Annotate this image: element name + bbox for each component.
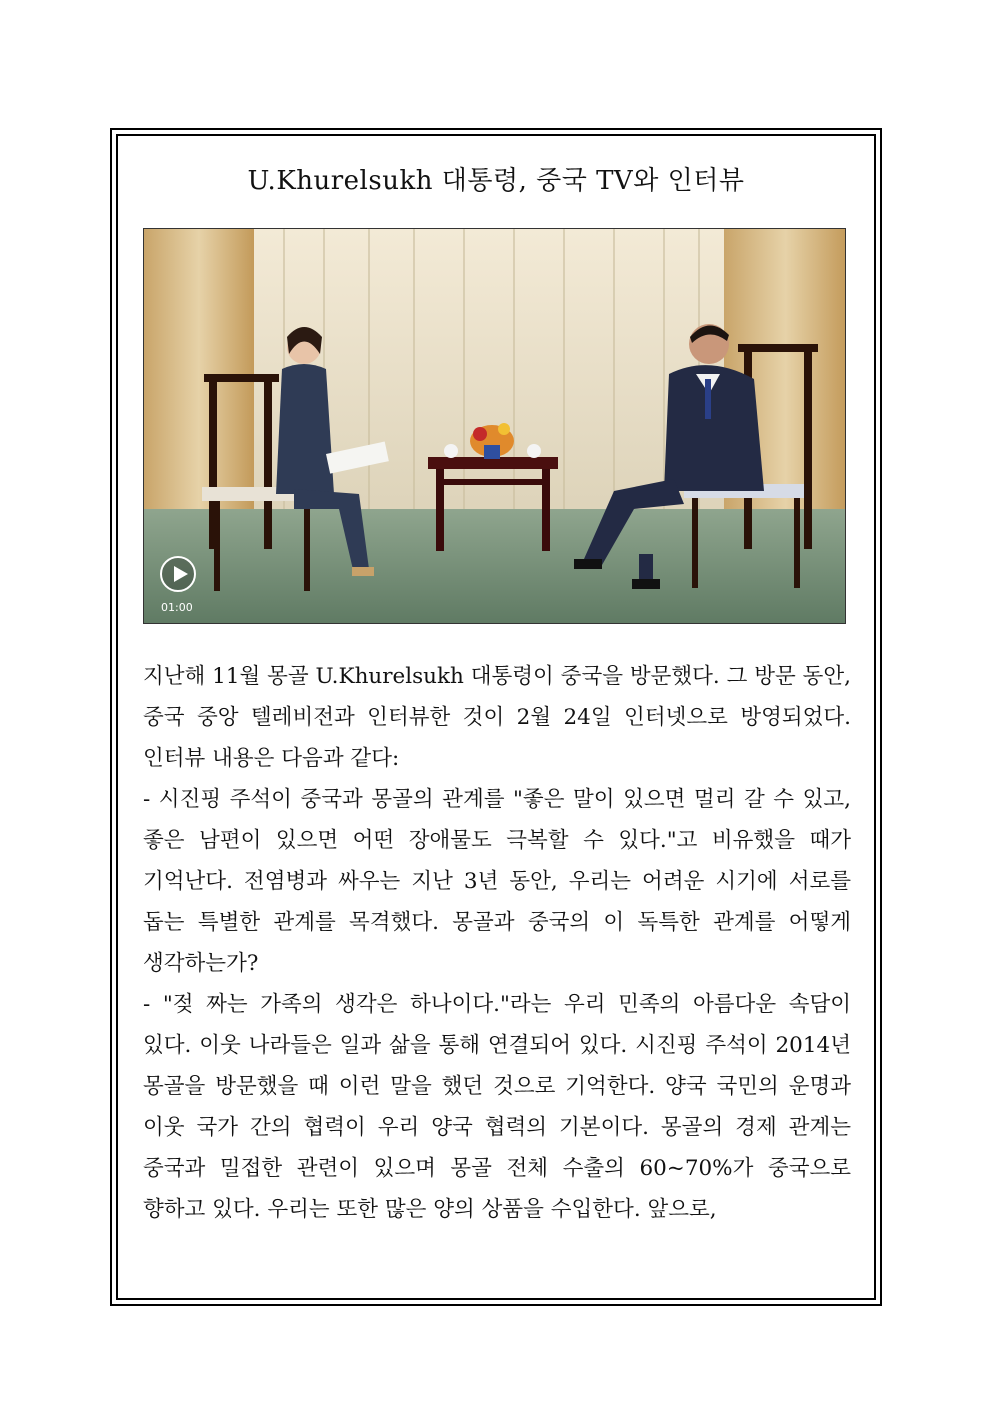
article-body [143, 656, 851, 1230]
interview-photo[interactable] [143, 228, 846, 624]
paragraph-intro: 지난해 11월 몽골 U.Khurelsukh 대통령이 중국을 방문했다. 그 방문 동안, 중국 중앙 텔레비전과 인터뷰한 것이 2월 24일 인터넷으로 방영되었다. 인터뷰 내용은 다음과 같다: [143, 664, 851, 771]
interview-scene [144, 229, 846, 624]
page-title: U.Khurelsukh 대통령, 중국 TV와 인터뷰 [247, 166, 745, 196]
play-button[interactable] [160, 556, 196, 592]
paragraph-question: - 시진핑 주석이 중국과 몽골의 관계를 "좋은 말이 있으면 멀리 갈 수 있고, 좋은 남편이 있으면 어떤 장애물도 극복할 수 있다."고 비유했을 때가 기억난다. 전염병과 싸우는 지난 3년 동안, 우리는 어려운 시기에 서로를 돕는 특별한 관계를 목격했다. 몽골과 중국의 이 독특한 관계를 어떻게 생각하는가? [143, 787, 851, 976]
paragraph-answer: - "젖 짜는 가족의 생각은 하나이다."라는 우리 민족의 아름다운 속담이 있다. 이웃 나라들은 일과 삶을 통해 연결되어 있다. 시진핑 주석이 2014년 몽골을 방문했을 때 이런 말을 했던 것으로 기억한다. 양국 국민의 운명과 이웃 국가 간의 협력이 우리 양국 협력의 기본이다. 몽골의 경제 관계는 중국과 밀접한 관련이 있으며 몽골 전체 수출의 60~70%가 중국으로 향하고 있다. 우리는 또한 많은 양의 상품을 수입한다. 앞으로, [143, 992, 851, 1222]
video-duration: 01:00 [161, 601, 193, 614]
